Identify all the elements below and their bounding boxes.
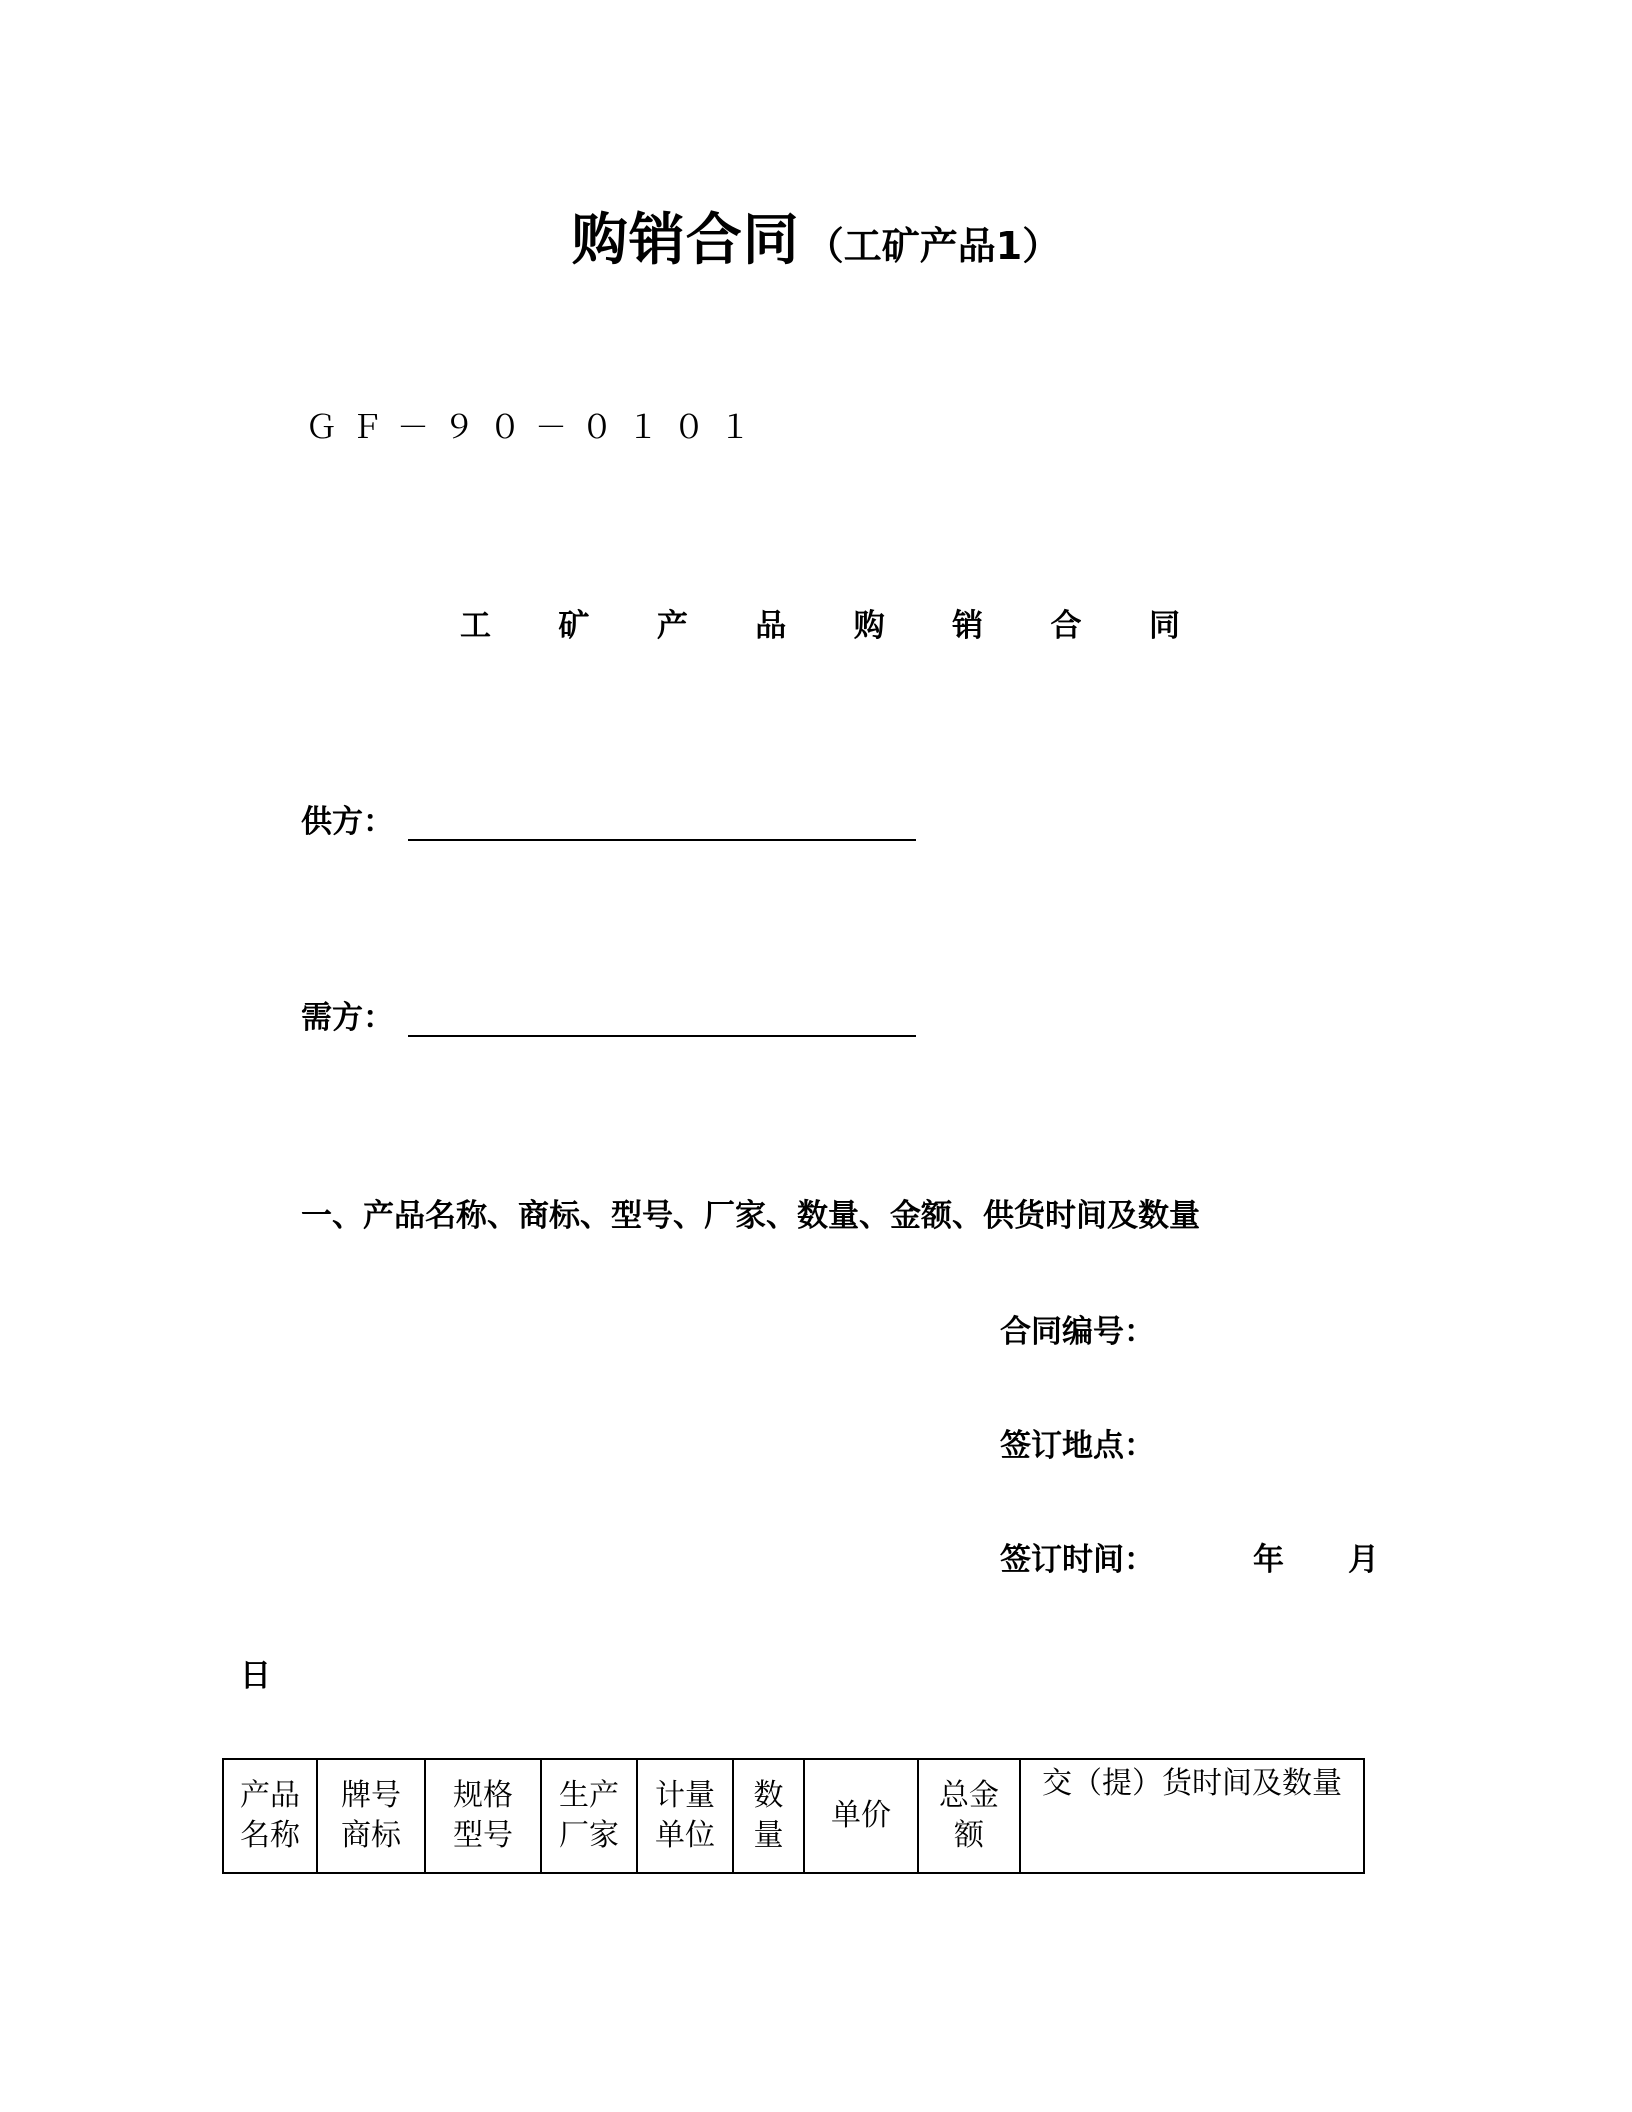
date-month-label: 月 <box>1348 1542 1379 1578</box>
table-header-row <box>223 1759 1364 1873</box>
supplier-row <box>301 796 916 841</box>
contract-heading-char: 销 <box>952 608 984 644</box>
supplier-label: 供方： <box>301 804 394 840</box>
table-header-cell: 总金 额 <box>918 1759 1020 1873</box>
contract-heading-char: 品 <box>755 608 787 644</box>
signing-time-label: 签订时间： <box>1000 1542 1155 1578</box>
product-table <box>222 1758 1365 1874</box>
table-header-cell: 产品 名称 <box>223 1759 317 1873</box>
contract-heading-char: 矿 <box>558 608 590 644</box>
buyer-blank-line[interactable] <box>408 1005 916 1037</box>
table-header-cell: 交（提）货时间及数量 <box>1020 1759 1364 1873</box>
date-day-label: 日 <box>240 1658 271 1694</box>
date-year-label: 年 <box>1253 1542 1284 1578</box>
contract-heading-char: 合 <box>1050 608 1082 644</box>
section-heading: 一、产品名称、商标、型号、厂家、数量、金额、供货时间及数量 <box>301 1198 1200 1234</box>
title-subtitle: （工矿产品1） <box>805 224 1061 268</box>
table-header-cell: 计量 单位 <box>637 1759 733 1873</box>
signing-place-label: 签订地点： <box>1000 1428 1155 1464</box>
table-header-cell: 数 量 <box>733 1759 804 1873</box>
title-main: 购销合同 <box>571 208 800 273</box>
contract-heading-char: 产 <box>656 608 688 644</box>
contract-number-label: 合同编号： <box>1000 1314 1155 1350</box>
buyer-label: 需方： <box>301 1000 394 1036</box>
table-header-cell: 生产 厂家 <box>541 1759 637 1873</box>
table-header-cell: 规格 型号 <box>425 1759 541 1873</box>
table-header-cell: 单价 <box>804 1759 918 1873</box>
document-title <box>0 196 1632 276</box>
contract-heading <box>460 600 1180 645</box>
table-header-cell: 牌号 商标 <box>317 1759 425 1873</box>
supplier-blank-line[interactable] <box>408 809 916 841</box>
buyer-row <box>301 992 916 1037</box>
contract-heading-char: 工 <box>460 608 491 644</box>
contract-heading-char: 购 <box>853 608 885 644</box>
form-code: ＧＦ－９０－０１０１ <box>305 408 766 446</box>
contract-heading-char: 同 <box>1148 608 1180 644</box>
